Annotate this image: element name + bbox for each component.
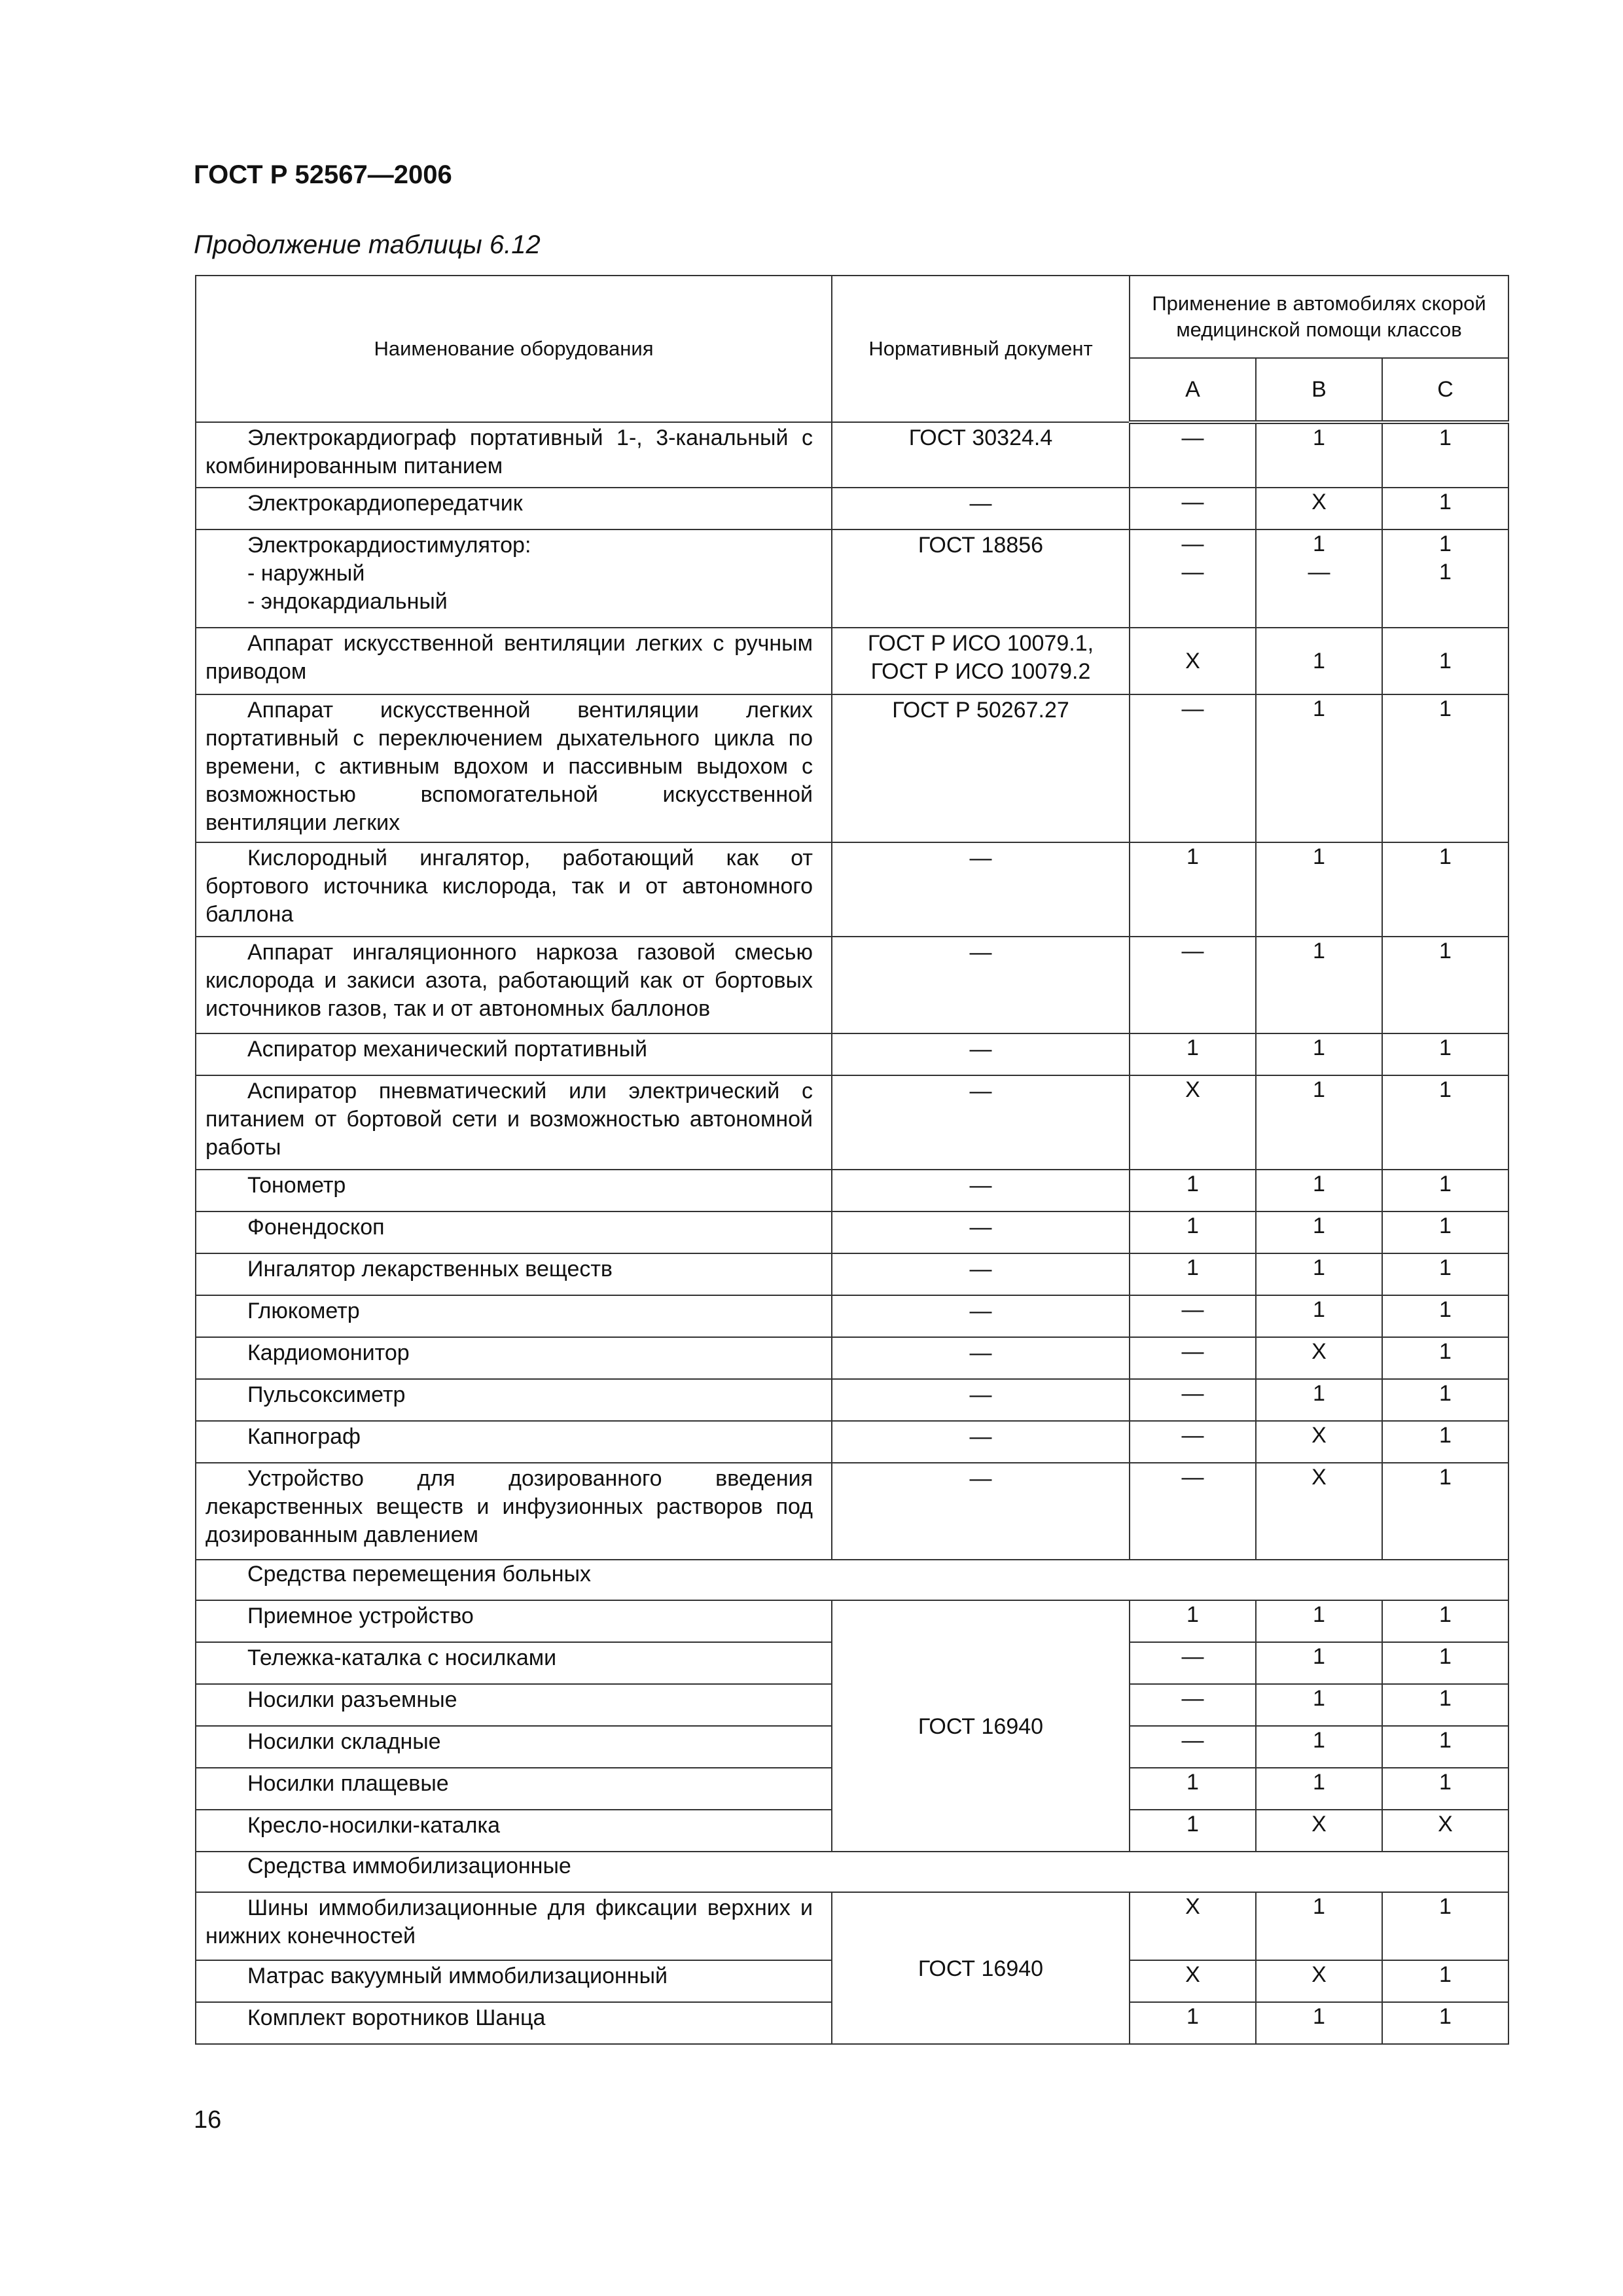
class-b-value: 1 <box>1256 1600 1382 1642</box>
class-b-value: 1 <box>1256 1642 1382 1684</box>
section-row-immobilization <box>196 1852 1508 1892</box>
class-b-value: Х <box>1256 1960 1382 2002</box>
class-c-value: 1 1 <box>1382 529 1508 628</box>
equipment-name: Шины иммобилизационные для фиксации верхних и нижних конечностей <box>196 1892 832 1960</box>
class-a-value: — <box>1130 1642 1256 1684</box>
section-row-transport <box>196 1560 1508 1600</box>
class-b-value: 1 <box>1256 422 1382 488</box>
norm-doc: — <box>832 1075 1130 1170</box>
section-title: Средства иммобилизационные <box>196 1852 1508 1892</box>
class-c-value: 1 <box>1382 488 1508 529</box>
equipment-name: Ингалятор лекарственных веществ <box>196 1253 832 1295</box>
equipment-name: Комплект воротников Шанца <box>196 2002 832 2044</box>
norm-doc: — <box>832 1253 1130 1295</box>
class-b-value: Х <box>1256 1421 1382 1463</box>
class-b-value: Х <box>1256 488 1382 529</box>
class-b-value: 1 <box>1256 1684 1382 1726</box>
table-row <box>196 1170 1508 1211</box>
table-row <box>196 628 1508 694</box>
class-a-value: 1 <box>1130 1810 1256 1852</box>
norm-doc: ГОСТ 16940 <box>832 1892 1130 2044</box>
class-c-value: 1 <box>1382 694 1508 842</box>
class-a-value: 1 <box>1130 2002 1256 2044</box>
class-a-value: — <box>1130 422 1256 488</box>
equipment-name: Носилки плащевые <box>196 1768 832 1810</box>
class-c-value: 1 <box>1382 2002 1508 2044</box>
class-b-value: 1 <box>1256 1075 1382 1170</box>
section-title: Средства перемещения больных <box>196 1560 1508 1600</box>
class-b-value: 1 <box>1256 1295 1382 1337</box>
equipment-name: Тонометр <box>196 1170 832 1211</box>
class-c-value: 1 <box>1382 1892 1508 1960</box>
class-a-value: — <box>1130 1463 1256 1560</box>
class-a-value: 1 <box>1130 1033 1256 1075</box>
class-a-value: — <box>1130 1295 1256 1337</box>
equipment-name: Приемное устройство <box>196 1600 832 1642</box>
class-b-value: 1 <box>1256 1033 1382 1075</box>
class-c-value: 1 <box>1382 1726 1508 1768</box>
table-row <box>196 1892 1508 1960</box>
class-b-value: 1 <box>1256 694 1382 842</box>
class-c-value: 1 <box>1382 1295 1508 1337</box>
norm-doc: — <box>832 1033 1130 1075</box>
class-b-value: 1 <box>1256 1253 1382 1295</box>
class-a-value: Х <box>1130 1075 1256 1170</box>
document-header: ГОСТ Р 52567—2006 <box>194 160 452 189</box>
equipment-name: Кардиомонитор <box>196 1337 832 1379</box>
equipment-name: Тележка-каталка с носилками <box>196 1642 832 1684</box>
class-c-value: 1 <box>1382 1337 1508 1379</box>
equipment-name: Электрокардиостимулятор: - наружный - эндокардиальный <box>196 529 832 628</box>
norm-doc: — <box>832 1295 1130 1337</box>
equipment-name: Аспиратор пневматический или электрический с питанием от бортовой сети и возможностью автономной работы <box>196 1075 832 1170</box>
col-header-doc: Нормативный документ <box>832 276 1130 422</box>
norm-doc: ГОСТ 18856 <box>832 529 1130 628</box>
class-c-value: 1 <box>1382 1768 1508 1810</box>
table-row <box>196 694 1508 842</box>
norm-doc: ГОСТ Р ИСО 10079.1, ГОСТ Р ИСО 10079.2 <box>832 628 1130 694</box>
table-row <box>196 937 1508 1033</box>
class-a-value: — — <box>1130 529 1256 628</box>
table-caption: Продолжение таблицы 6.12 <box>194 230 541 259</box>
norm-doc: — <box>832 1211 1130 1253</box>
class-a-value: — <box>1130 937 1256 1033</box>
class-b-value: Х <box>1256 1337 1382 1379</box>
class-a-value: — <box>1130 1337 1256 1379</box>
class-c-value: 1 <box>1382 1684 1508 1726</box>
table-row <box>196 1421 1508 1463</box>
class-b-value: 1 <box>1256 937 1382 1033</box>
norm-doc: ГОСТ 30324.4 <box>832 422 1130 488</box>
equipment-name: Капнограф <box>196 1421 832 1463</box>
class-a-value: 1 <box>1130 1253 1256 1295</box>
class-c-value: 1 <box>1382 1960 1508 2002</box>
table-row <box>196 842 1508 937</box>
equipment-name: Носилки разъемные <box>196 1684 832 1726</box>
equipment-name: Матрас вакуумный иммобилизационный <box>196 1960 832 2002</box>
class-b-value: Х <box>1256 1810 1382 1852</box>
class-c-value: 1 <box>1382 628 1508 694</box>
equipment-name: Глюкометр <box>196 1295 832 1337</box>
class-b-value: 1 <box>1256 2002 1382 2044</box>
col-header-classes: Применение в автомобилях скорой медицинской помощи классов <box>1130 276 1508 358</box>
equipment-name: Пульсоксиметр <box>196 1379 832 1421</box>
class-a-value: Х <box>1130 628 1256 694</box>
class-a-value: — <box>1130 1684 1256 1726</box>
table-row <box>196 1295 1508 1337</box>
class-c-value: 1 <box>1382 842 1508 937</box>
class-b-value: Х <box>1256 1463 1382 1560</box>
norm-doc: — <box>832 1170 1130 1211</box>
class-a-value: — <box>1130 694 1256 842</box>
class-b-value: 1 <box>1256 628 1382 694</box>
norm-doc: — <box>832 937 1130 1033</box>
equipment-subitem: - наружный <box>247 561 365 586</box>
col-header-class-b: В <box>1256 358 1382 422</box>
class-c-value: Х <box>1382 1810 1508 1852</box>
norm-doc: ГОСТ 16940 <box>832 1600 1130 1852</box>
norm-doc: — <box>832 488 1130 529</box>
equipment-name: Аппарат ингаляционного наркоза газовой смесью кислорода и закиси азота, работающий как от бортовых источников газов, так и от автономных баллонов <box>196 937 832 1033</box>
class-a-value: 1 <box>1130 1768 1256 1810</box>
table-row <box>196 1075 1508 1170</box>
class-b-value: 1 <box>1256 1170 1382 1211</box>
class-c-value: 1 <box>1382 422 1508 488</box>
class-a-value: 1 <box>1130 1600 1256 1642</box>
table-row <box>196 1379 1508 1421</box>
equipment-name: Электрокардиопередатчик <box>196 488 832 529</box>
table-row <box>196 1463 1508 1560</box>
class-a-value: — <box>1130 1421 1256 1463</box>
class-c-value: 1 <box>1382 1600 1508 1642</box>
table-row <box>196 1600 1508 1642</box>
table-row <box>196 1033 1508 1075</box>
class-b-value: 1 <box>1256 1892 1382 1960</box>
equipment-table <box>195 275 1509 2045</box>
class-a-value: — <box>1130 488 1256 529</box>
norm-doc: — <box>832 1463 1130 1560</box>
class-c-value: 1 <box>1382 1211 1508 1253</box>
class-c-value: 1 <box>1382 1033 1508 1075</box>
class-b-value: 1 <box>1256 1726 1382 1768</box>
col-header-name: Наименование оборудования <box>196 276 832 422</box>
class-a-value: — <box>1130 1726 1256 1768</box>
table-row <box>196 488 1508 529</box>
table-row <box>196 529 1508 628</box>
page-number: 16 <box>194 2106 222 2134</box>
class-c-value: 1 <box>1382 1170 1508 1211</box>
table-row <box>196 1253 1508 1295</box>
equipment-name: Аппарат искусственной вентиляции легких портативный с переключением дыхательного цикла по времени, с активным вдохом и пассивным выдохом с возможностью вспомогательной искусственной вентиляции легких <box>196 694 832 842</box>
norm-doc: ГОСТ Р 50267.27 <box>832 694 1130 842</box>
equipment-subitem: - эндокардиальный <box>247 589 448 614</box>
class-a-value: 1 <box>1130 1211 1256 1253</box>
equipment-name: Аппарат искусственной вентиляции легких с ручным приводом <box>196 628 832 694</box>
class-a-value: Х <box>1130 1960 1256 2002</box>
col-header-class-c: С <box>1382 358 1508 422</box>
col-header-class-a: А <box>1130 358 1256 422</box>
equipment-name: Носилки складные <box>196 1726 832 1768</box>
class-a-value: 1 <box>1130 1170 1256 1211</box>
class-b-value: 1 <box>1256 1768 1382 1810</box>
equipment-name: Фонендоскоп <box>196 1211 832 1253</box>
equipment-name: Кресло-носилки-каталка <box>196 1810 832 1852</box>
equipment-name: Кислородный ингалятор, работающий как от бортового источника кислорода, так и от автономного баллона <box>196 842 832 937</box>
class-c-value: 1 <box>1382 1379 1508 1421</box>
norm-doc: — <box>832 1379 1130 1421</box>
table-row <box>196 1337 1508 1379</box>
equipment-name: Устройство для дозированного введения лекарственных веществ и инфузионных растворов под дозированным давлением <box>196 1463 832 1560</box>
class-a-value: Х <box>1130 1892 1256 1960</box>
class-b-value: 1 <box>1256 842 1382 937</box>
norm-doc: — <box>832 1421 1130 1463</box>
table-row <box>196 422 1508 488</box>
norm-doc: — <box>832 1337 1130 1379</box>
equipment-name: Аспиратор механический портативный <box>196 1033 832 1075</box>
class-b-value: 1 <box>1256 1379 1382 1421</box>
equipment-name: Электрокардиограф портативный 1-, 3-канальный с комбинированным питанием <box>196 422 832 488</box>
norm-doc: — <box>832 842 1130 937</box>
class-a-value: — <box>1130 1379 1256 1421</box>
class-b-value: 1 — <box>1256 529 1382 628</box>
class-c-value: 1 <box>1382 1421 1508 1463</box>
table-row <box>196 1211 1508 1253</box>
class-c-value: 1 <box>1382 1642 1508 1684</box>
class-b-value: 1 <box>1256 1211 1382 1253</box>
class-a-value: 1 <box>1130 842 1256 937</box>
class-c-value: 1 <box>1382 937 1508 1033</box>
class-c-value: 1 <box>1382 1253 1508 1295</box>
class-c-value: 1 <box>1382 1075 1508 1170</box>
class-c-value: 1 <box>1382 1463 1508 1560</box>
